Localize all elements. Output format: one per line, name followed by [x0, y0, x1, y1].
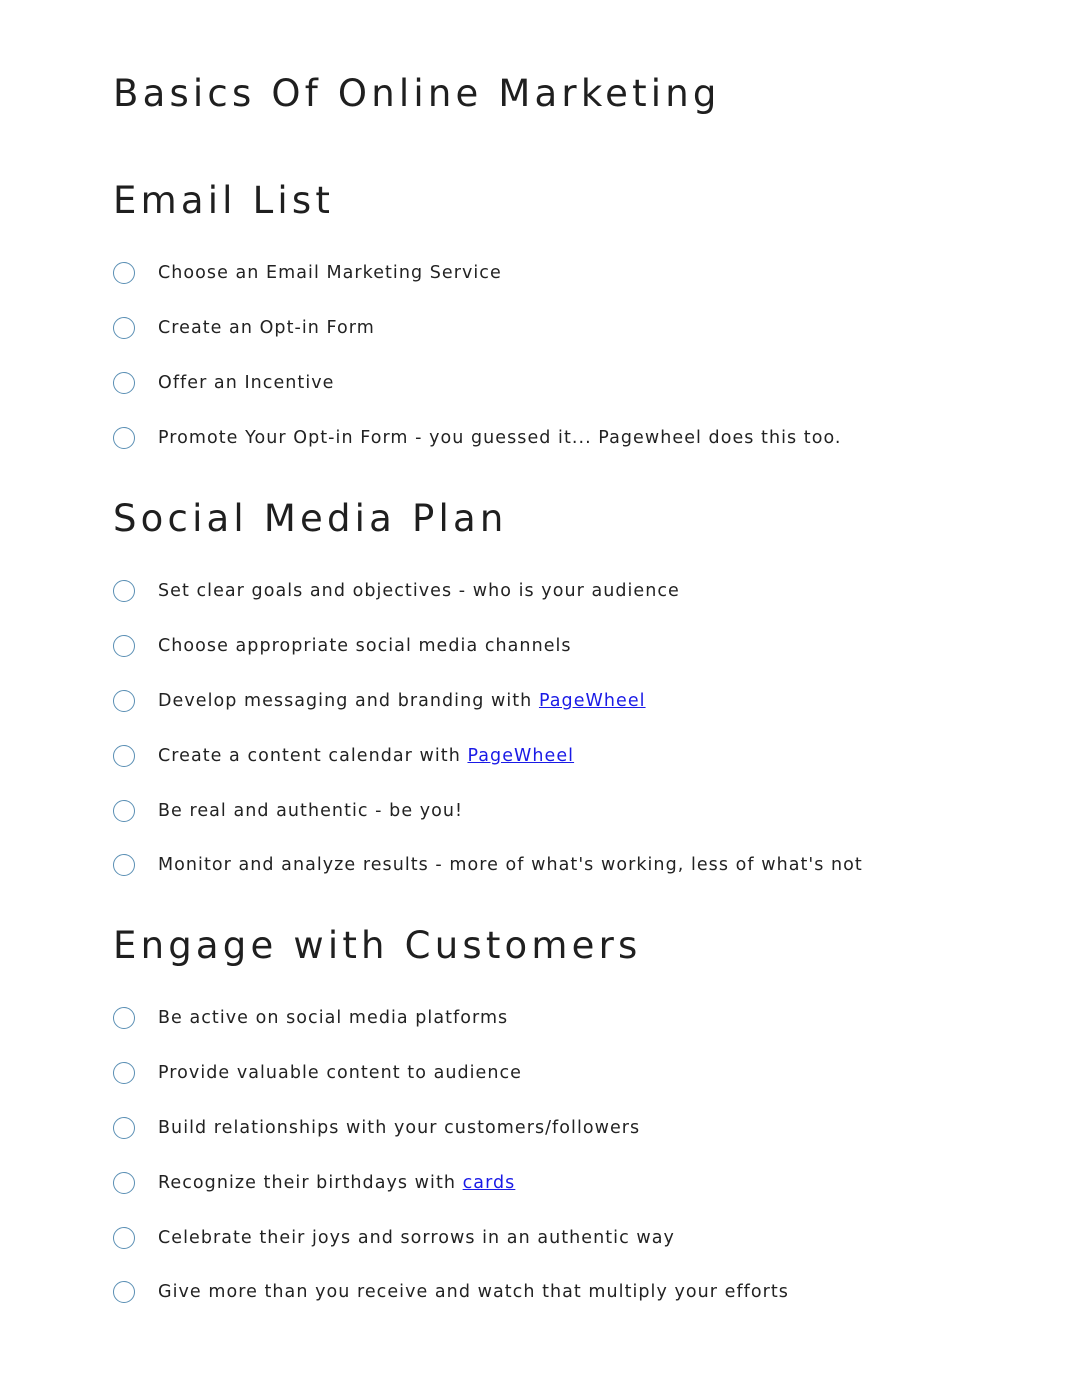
- item-text: Create a content calendar with: [158, 745, 468, 766]
- item-text: Promote Your Opt-in Form - you guessed it... Pagewheel does this too.: [158, 427, 842, 448]
- item-text: Give more than you receive and watch that multiply your efforts: [158, 1282, 789, 1303]
- checklist-item: [113, 991, 789, 1046]
- checklist-item: [113, 838, 863, 893]
- checkbox-icon[interactable]: [113, 580, 135, 602]
- item-text: Monitor and analyze results - more of what's working, less of what's not: [158, 855, 863, 876]
- checklist-item: [113, 564, 863, 619]
- item-text: Provide valuable content to audience: [158, 1063, 523, 1084]
- checkbox-icon[interactable]: [113, 1062, 135, 1084]
- item-text: Celebrate their joys and sorrows in an authentic way: [158, 1227, 675, 1248]
- item-text: Set clear goals and objectives - who is your audience: [158, 581, 680, 602]
- checklist-engage-with-customers: [113, 991, 789, 1320]
- checkbox-icon[interactable]: [113, 635, 135, 657]
- item-text: Choose appropriate social media channels: [158, 636, 572, 657]
- checklist-email-list: [113, 246, 842, 465]
- checklist-item: [113, 1101, 789, 1156]
- item-text: Offer an Incentive: [158, 372, 335, 393]
- checklist-item: [113, 1210, 789, 1265]
- section-title-social-media-plan: Social Media Plan: [113, 497, 508, 540]
- checkbox-icon[interactable]: [113, 1281, 135, 1303]
- checklist-item: [113, 728, 863, 783]
- checkbox-icon[interactable]: [113, 690, 135, 712]
- item-text: Be real and authentic - be you!: [158, 800, 464, 821]
- checklist-item: [113, 783, 863, 838]
- checkbox-icon[interactable]: [113, 1172, 135, 1194]
- checklist-item: [113, 619, 863, 674]
- checkbox-icon[interactable]: [113, 745, 135, 767]
- checklist-item: [113, 1155, 789, 1210]
- checklist-item: [113, 246, 842, 301]
- pagewheel-link[interactable]: PageWheel: [538, 690, 646, 711]
- checkbox-icon[interactable]: [113, 800, 135, 822]
- item-text: Develop messaging and branding with: [158, 690, 539, 711]
- checklist-social-media-plan: [113, 564, 863, 893]
- item-text: Be active on social media platforms: [158, 1008, 509, 1029]
- checkbox-icon[interactable]: [113, 317, 135, 339]
- checklist-item: [113, 356, 842, 411]
- item-text: Build relationships with your customers/followers: [158, 1117, 641, 1138]
- checklist-item: [113, 1265, 789, 1320]
- pagewheel-link[interactable]: PageWheel: [467, 745, 575, 766]
- item-text: Create an Opt-in Form: [158, 318, 375, 339]
- section-title-email-list: Email List: [113, 179, 335, 222]
- item-text: Choose an Email Marketing Service: [158, 263, 502, 284]
- checkbox-icon[interactable]: [113, 854, 135, 876]
- checkbox-icon[interactable]: [113, 1117, 135, 1139]
- checklist-item: [113, 301, 842, 356]
- cards-link[interactable]: cards: [462, 1172, 516, 1193]
- section-title-engage-with-customers: Engage with Customers: [113, 924, 642, 967]
- checkbox-icon[interactable]: [113, 1007, 135, 1029]
- checkbox-icon[interactable]: [113, 372, 135, 394]
- checkbox-icon[interactable]: [113, 427, 135, 449]
- checklist-item: [113, 410, 842, 465]
- checklist-item: [113, 674, 863, 729]
- checklist-item: [113, 1046, 789, 1101]
- checkbox-icon[interactable]: [113, 262, 135, 284]
- checkbox-icon[interactable]: [113, 1227, 135, 1249]
- page-title: Basics Of Online Marketing: [113, 72, 721, 115]
- item-text: Recognize their birthdays with: [158, 1172, 463, 1193]
